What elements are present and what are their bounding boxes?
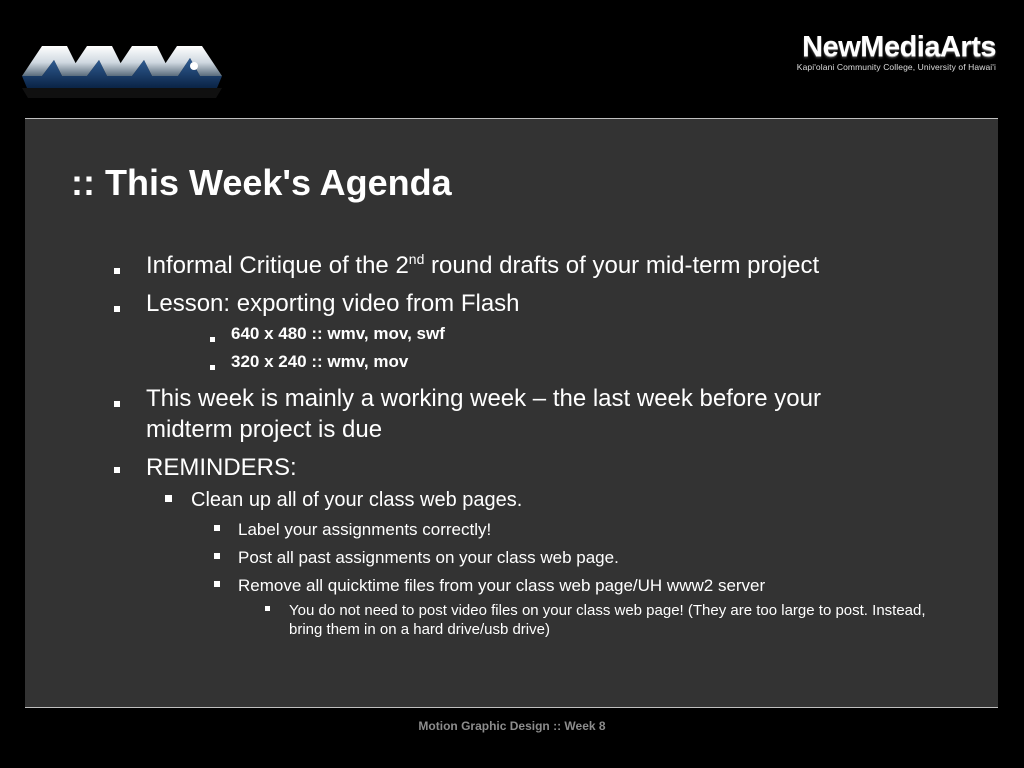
slide-title: :: This Week's Agenda [71,162,452,203]
agenda-item-lesson: Lesson: exporting video from Flash [146,290,520,317]
slide-panel [25,118,998,708]
lesson-sub-640: 640 x 480 :: wmv, mov, swf [231,324,445,343]
bullet-icon [210,365,215,370]
agenda-item-working-week: This week is mainly a working week – the last week before your midterm project is due [146,385,821,443]
bullet-icon [210,337,215,342]
brand-block [797,32,996,72]
nma-logo [22,36,232,106]
reminder-post-all: Post all past assignments on your class web page. [238,548,619,567]
lesson-sub-320: 320 x 240 :: wmv, mov [231,352,409,371]
critique-superscript: nd [408,251,425,267]
bullet-icon [114,401,120,407]
bullet-icon [114,268,120,274]
square-bullet-icon [265,606,270,611]
reminder-label: Label your assignments correctly! [238,520,492,539]
critique-text-end: round drafts of your mid-term project [424,252,820,279]
square-bullet-icon [214,553,220,559]
square-bullet-icon [165,495,172,502]
critique-text-start: Informal Critique of the 2 [146,252,409,279]
reminder-remove: Remove all quicktime files from your class web page/UH www2 server [238,576,766,595]
square-bullet-icon [214,581,220,587]
agenda-item-critique [146,250,819,281]
agenda-item-reminders: REMINDERS: [146,454,297,481]
reminder-cleanup: Clean up all of your class web pages. [191,489,523,511]
brand-name: NewMediaArts [802,31,996,63]
bullet-icon [114,467,120,473]
square-bullet-icon [214,525,220,531]
slide-footer: Motion Graphic Design :: Week 8 [418,719,606,733]
bullet-icon [114,306,120,312]
reminder-no-video: You do not need to post video files on your class web page! (They are too large to post. Instead, bring them in on a hard drive/usb drive) [289,602,926,638]
brand-subtitle: Kapi'olani Community College, University of Hawai'i [796,62,996,72]
